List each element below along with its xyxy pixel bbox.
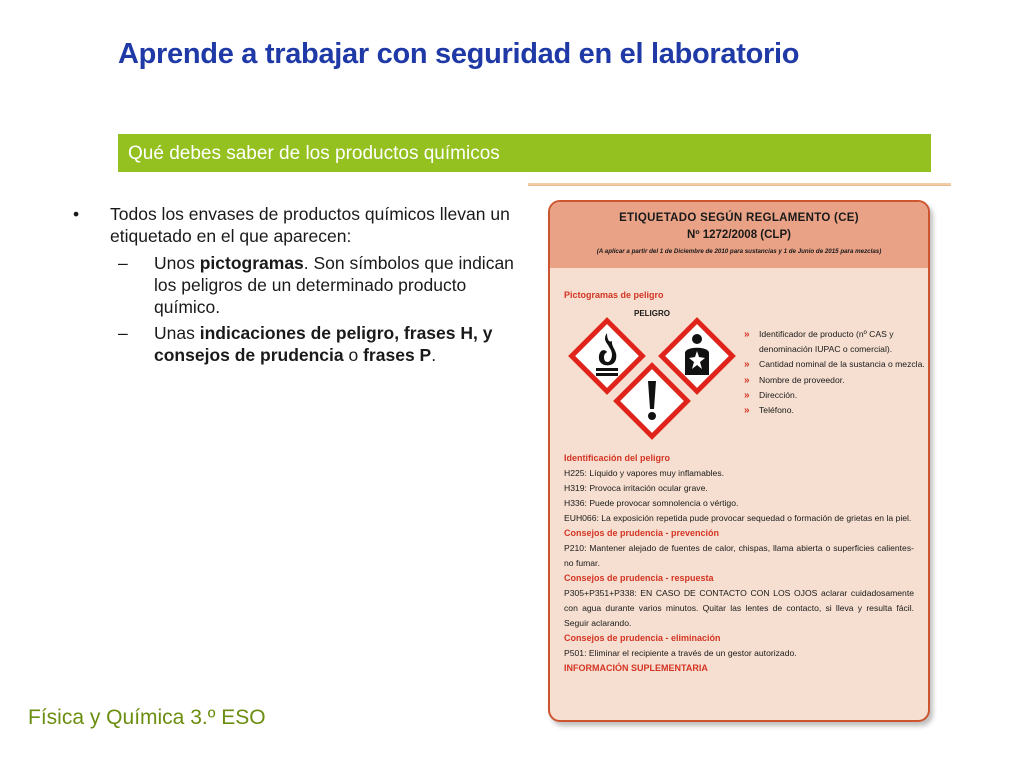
arrow-icon: »: [744, 389, 750, 401]
sub-item-phrases: [70, 322, 530, 366]
section-bar: Qué debes saber de los productos químicos: [118, 134, 931, 172]
identifier-text: Identificador de producto (nº CAS y denominación IUPAC o comercial).: [759, 329, 894, 355]
hazard-heading: Identificación del peligro: [564, 453, 671, 463]
footer-course: Física y Química 3.º ESO: [28, 706, 266, 729]
identifier-item: [744, 327, 930, 357]
response-statement: P305+P351+P338: EN CASO DE CONTACTO CON LOS OJOS aclarar cuidadosamente con agua durante varios minutos. Quitar las lentes de contacto, si lleva y resulta fácil. Seguir aclarando.: [564, 588, 914, 628]
hazard-block: [564, 451, 914, 676]
identifier-text: Nombre de proveedor.: [759, 374, 845, 385]
sub-text-bold-2: frases P: [363, 345, 432, 365]
disposal-lines: [564, 646, 914, 661]
prevention-lines: [564, 541, 914, 571]
identifier-item: [744, 373, 930, 388]
arrow-icon: »: [744, 405, 750, 417]
bullet-list: [70, 203, 530, 370]
response-lines: [564, 586, 914, 631]
label-header: [550, 202, 928, 268]
supplementary-info: INFORMACIÓN SUPLEMENTARIA: [564, 663, 708, 673]
arrow-icon: »: [744, 329, 750, 340]
dash-marker: –: [118, 253, 128, 273]
response-heading: Consejos de prudencia - respuesta: [564, 573, 714, 583]
hazard-statement: H319: Provoca irritación ocular grave.: [564, 483, 708, 493]
sub-text-mid: o: [343, 345, 364, 365]
prevention-statement: P210: Mantener alejado de fuentes de calor, chispas, llama abierta o superficies calientes-no fumar.: [564, 543, 914, 568]
sub-text-bold: pictogramas: [199, 253, 304, 273]
identifier-item: [744, 403, 930, 418]
identifier-item: [744, 357, 930, 372]
pictograms-heading: Pictogramas de peligro: [564, 290, 664, 300]
identifier-text: Teléfono.: [759, 405, 794, 416]
hazard-statement: H336: Puede provocar somnolencia o vértigo.: [564, 498, 739, 508]
divider-line: [528, 183, 951, 186]
disposal-statement: P501: Eliminar el recipiente a través de un gestor autorizado.: [564, 648, 797, 658]
identifier-item: [744, 388, 930, 403]
arrow-icon: »: [744, 359, 750, 371]
disposal-heading: Consejos de prudencia - eliminación: [564, 633, 721, 643]
hazard-lines: [564, 466, 914, 526]
bullet-text: Todos los envases de productos químicos llevan un etiquetado en el que aparecen:: [110, 204, 510, 246]
identifier-list: [744, 327, 930, 418]
sub-item-pictograms: [70, 252, 530, 318]
identifier-text: Cantidad nominal de la sustancia o mezcla.: [759, 359, 925, 370]
hazard-statement: H225: Líquido y vapores muy inflamables.: [564, 468, 725, 478]
dash-marker: –: [118, 323, 128, 343]
chemical-label-card: [548, 200, 930, 722]
bullet-item-main: [70, 203, 530, 247]
slide-title: Aprende a trabajar con seguridad en el laboratorio: [118, 38, 800, 70]
bullet-marker: •: [73, 204, 80, 224]
sub-text-post: .: [431, 345, 437, 365]
prevention-heading: Consejos de prudencia - prevención: [564, 528, 720, 538]
hazard-statement: EUH066: La exposición repetida pude provocar sequedad o formación de grietas en la piel.: [564, 513, 912, 523]
label-header-regulation: Nº 1272/2008 (CLP): [687, 229, 791, 241]
flame-pictogram-icon: [572, 321, 643, 392]
signal-word: PELIGRO: [634, 309, 671, 318]
identifier-text: Dirección.: [759, 389, 798, 400]
label-body: [550, 288, 928, 676]
exclamation-pictogram-icon: [617, 366, 688, 437]
pictogram-area: [564, 303, 925, 453]
label-header-title: ETIQUETADO SEGÚN REGLAMENTO (CE): [619, 212, 859, 224]
pictogram-group: [564, 313, 744, 453]
label-header-note: (A aplicar a partir del 1 de Diciembre de 2010 para sustancias y 1 de Junio de 2015 para mezclas): [596, 248, 882, 255]
sub-text-bold-1: indicaciones de peligro, frases H, y consejos de prudencia: [154, 323, 493, 365]
health-hazard-pictogram-icon: [662, 321, 733, 392]
sub-list: [70, 252, 530, 366]
sub-text-pre: Unas: [154, 323, 200, 343]
sub-text-post: . Son símbolos que indican los peligros de un determinado producto químico.: [154, 253, 514, 317]
sub-text-pre: Unos: [154, 253, 200, 273]
arrow-icon: »: [744, 374, 750, 386]
